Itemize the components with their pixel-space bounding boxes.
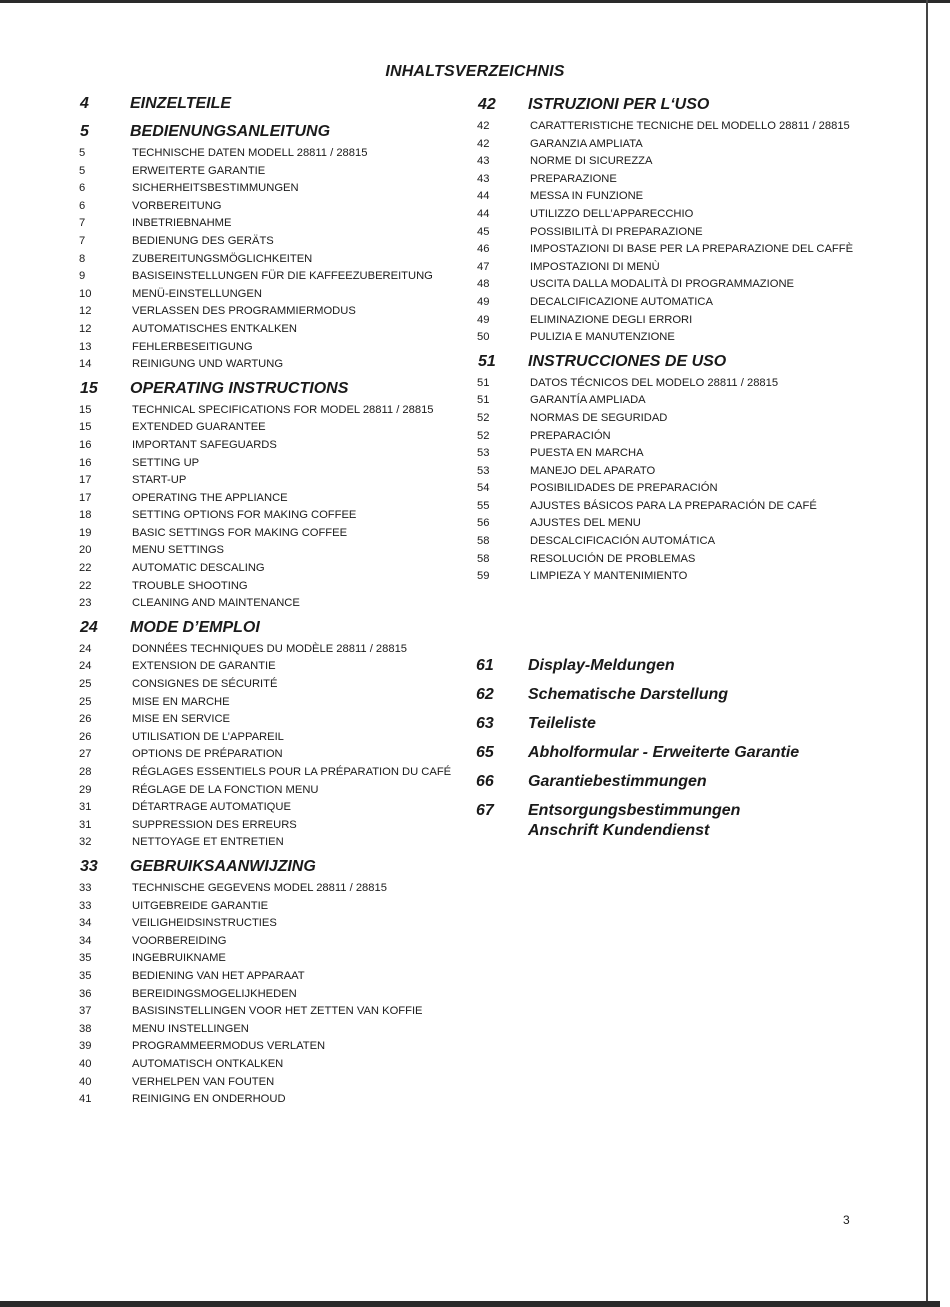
entry-page-number: 45 — [477, 225, 490, 238]
toc-entry — [76, 658, 456, 676]
toc-entry — [474, 515, 864, 533]
toc-right-column — [474, 96, 864, 592]
toc-section — [76, 858, 456, 1109]
entry-label: FEHLERBESEITIGUNG — [132, 340, 253, 353]
toc-entry — [474, 428, 864, 446]
toc-entry — [76, 898, 456, 916]
entry-label: IMPOSTAZIONI DI BASE PER LA PREPARAZIONE DEL CAFFÈ — [530, 243, 854, 256]
toc-entry — [76, 933, 456, 951]
entry-page-number: 33 — [79, 881, 92, 894]
appendix-title: Entsorgungsbestimmungen — [528, 802, 741, 819]
appendix-page-number: 63 — [476, 715, 494, 732]
entry-label: POSSIBILITÀ DI PREPARAZIONE — [530, 225, 703, 238]
toc-entry — [76, 1003, 456, 1021]
entry-label: SETTING UP — [132, 456, 200, 469]
entry-page-number: 7 — [79, 234, 86, 247]
entry-label: BEDIENING VAN HET APPARAAT — [132, 969, 305, 982]
toc-entry — [76, 542, 456, 560]
toc-entry — [76, 198, 456, 216]
toc-entry — [76, 437, 456, 455]
appendix-title-block — [528, 743, 874, 763]
toc-entry — [76, 694, 456, 712]
section-page-number: 51 — [478, 352, 496, 370]
entry-page-number: 17 — [79, 491, 92, 504]
entry-page-number: 52 — [477, 429, 490, 442]
entry-label: VOORBEREIDING — [132, 934, 227, 947]
entry-label: AUTOMATISCH ONTKALKEN — [132, 1057, 284, 1070]
entry-page-number: 26 — [79, 713, 92, 726]
entry-label: UTILISATION DE L’APPAREIL — [132, 730, 284, 743]
entry-page-number: 8 — [79, 252, 86, 265]
entry-label: LIMPIEZA Y MANTENIMIENTO — [530, 570, 688, 583]
entry-page-number: 46 — [477, 243, 490, 256]
section-page-number: 24 — [80, 618, 98, 636]
section-title: GEBRUIKSAANWIJZING — [130, 857, 316, 875]
entry-page-number: 43 — [477, 172, 490, 185]
entry-page-number: 27 — [79, 748, 92, 761]
entry-label: RÉGLAGE DE LA FONCTION MENU — [132, 783, 319, 796]
entry-page-number: 18 — [79, 509, 92, 522]
scan-right-edge — [926, 0, 928, 1307]
entry-label: IMPOSTAZIONI DI MENÙ — [530, 260, 660, 273]
entry-page-number: 34 — [79, 934, 92, 947]
entry-label: INBETRIEBNAHME — [132, 217, 232, 230]
section-heading — [76, 858, 456, 880]
entry-label: REINIGING EN ONDERHOUD — [132, 1093, 286, 1106]
entry-page-number: 29 — [79, 783, 92, 796]
section-page-number: 5 — [80, 123, 89, 140]
entry-page-number: 25 — [79, 678, 92, 691]
entry-page-number: 19 — [79, 526, 92, 539]
entry-page-number: 16 — [79, 438, 92, 451]
entry-page-number: 15 — [79, 403, 92, 416]
toc-entry — [76, 145, 456, 163]
entry-page-number: 35 — [79, 952, 92, 965]
entry-label: ERWEITERTE GARANTIE — [132, 164, 266, 177]
toc-entry — [474, 294, 864, 312]
section-page-number: 42 — [478, 96, 496, 113]
entry-label: TECHNISCHE DATEN MODELL 28811 / 28815 — [132, 147, 368, 159]
toc-entry — [76, 641, 456, 659]
entry-page-number: 12 — [79, 305, 92, 318]
toc-entry — [76, 1021, 456, 1039]
entry-label: VERLASSEN DES PROGRAMMIERMODUS — [132, 305, 356, 318]
entry-page-number: 42 — [477, 137, 490, 150]
toc-entry — [76, 180, 456, 198]
toc-entry — [474, 259, 864, 277]
appendix-entry — [474, 801, 874, 841]
toc-section — [76, 95, 456, 117]
toc-entry — [76, 746, 456, 764]
entry-label: SUPPRESSION DES ERREURS — [132, 818, 297, 831]
toc-entry — [474, 410, 864, 428]
toc-appendix-list — [474, 656, 874, 850]
entry-label: VERHELPEN VAN FOUTEN — [132, 1075, 275, 1088]
entry-page-number: 44 — [477, 190, 490, 203]
entry-page-number: 33 — [79, 899, 92, 912]
entry-label: BEREIDINGSMOGELIJKHEDEN — [132, 987, 297, 1000]
entry-label: GARANZIA AMPLIATA — [530, 137, 643, 150]
entry-page-number: 41 — [79, 1093, 92, 1106]
toc-entry — [474, 480, 864, 498]
toc-entry — [474, 551, 864, 569]
toc-left-column — [76, 95, 456, 1115]
toc-entry — [474, 533, 864, 551]
toc-entry — [474, 153, 864, 171]
section-title: MODE D’EMPLOI — [130, 618, 260, 636]
toc-entry — [76, 419, 456, 437]
toc-entry — [474, 498, 864, 516]
toc-entry — [474, 392, 864, 410]
entry-label: EXTENDED GUARANTEE — [132, 421, 266, 434]
toc-entry — [76, 968, 456, 986]
entry-page-number: 42 — [477, 120, 490, 132]
toc-entry — [76, 986, 456, 1004]
entry-label: VEILIGHEIDSINSTRUCTIES — [132, 917, 277, 930]
entry-label: UTILIZZO DELL’APPARECCHIO — [530, 207, 694, 220]
entry-page-number: 17 — [79, 474, 92, 487]
toc-entry — [76, 782, 456, 800]
section-heading — [76, 619, 456, 641]
entry-page-number: 5 — [79, 164, 86, 177]
entry-page-number: 51 — [477, 376, 490, 389]
page-title: INHALTSVERZEICHNIS — [385, 63, 565, 80]
appendix-entry — [474, 743, 874, 763]
toc-entry — [76, 455, 456, 473]
entry-label: GARANTÍA AMPLIADA — [530, 394, 646, 407]
entry-page-number: 58 — [477, 552, 490, 565]
entry-label: START-UP — [132, 474, 187, 487]
appendix-page-number: 66 — [476, 773, 494, 790]
toc-entry — [76, 950, 456, 968]
toc-entry — [474, 171, 864, 189]
entry-label: REINIGUNG UND WARTUNG — [132, 358, 284, 371]
toc-entry — [76, 321, 456, 339]
appendix-entry — [474, 656, 874, 676]
toc-entry — [474, 375, 864, 393]
entry-page-number: 32 — [79, 836, 92, 849]
toc-entry — [76, 711, 456, 729]
toc-entry — [76, 233, 456, 251]
toc-entry — [76, 578, 456, 596]
entry-label: BASISINSTELLINGEN VOOR HET ZETTEN VAN KOFFIE — [132, 1005, 423, 1018]
appendix-title: Display-Meldungen — [528, 657, 675, 674]
scan-bottom-edge — [0, 1301, 940, 1307]
entry-label: AJUSTES DEL MENU — [530, 517, 641, 530]
entry-page-number: 22 — [79, 562, 92, 575]
section-page-number: 33 — [80, 857, 98, 875]
appendix-title-block — [528, 656, 874, 676]
entry-label: CONSIGNES DE SÉCURITÉ — [132, 678, 278, 691]
entry-label: DECALCIFICAZIONE AUTOMATICA — [530, 295, 713, 308]
entry-page-number: 31 — [79, 801, 92, 814]
toc-entry — [76, 560, 456, 578]
section-page-number: 15 — [80, 379, 98, 397]
entry-label: PUESTA EN MARCHA — [530, 447, 644, 460]
entry-page-number: 49 — [477, 295, 490, 308]
entry-page-number: 56 — [477, 517, 490, 530]
entry-page-number: 28 — [79, 766, 92, 778]
entry-label: OPTIONS DE PRÉPARATION — [132, 748, 283, 761]
toc-entry — [76, 676, 456, 694]
toc-entry — [76, 1038, 456, 1056]
entry-label: SETTING OPTIONS FOR MAKING COFFEE — [132, 509, 357, 522]
entry-page-number: 54 — [477, 482, 490, 495]
toc-entry — [76, 490, 456, 508]
toc-entry — [76, 163, 456, 181]
toc-section — [474, 353, 864, 586]
entry-label: RESOLUCIÓN DE PROBLEMAS — [530, 552, 696, 565]
entry-label: PREPARACIÓN — [530, 429, 611, 442]
entry-page-number: 44 — [477, 207, 490, 220]
toc-entry — [76, 799, 456, 817]
toc-section — [474, 96, 864, 347]
entry-label: INGEBRUIKNAME — [132, 952, 226, 965]
entry-page-number: 55 — [477, 499, 490, 512]
appendix-title: Schematische Darstellung — [528, 686, 729, 703]
entry-label: NORMAS DE SEGURIDAD — [530, 411, 668, 424]
toc-entry — [474, 118, 864, 136]
entry-page-number: 24 — [79, 660, 92, 673]
toc-entry — [474, 329, 864, 347]
entry-page-number: 37 — [79, 1005, 92, 1018]
toc-entry — [474, 445, 864, 463]
entry-page-number: 22 — [79, 579, 92, 592]
toc-entry — [76, 215, 456, 233]
entry-page-number: 16 — [79, 456, 92, 469]
appendix-title: Abholformular - Erweiterte Garantie — [528, 744, 800, 761]
entry-label: NETTOYAGE ET ENTRETIEN — [132, 836, 284, 849]
page-number: 3 — [843, 1213, 850, 1227]
toc-entry — [474, 463, 864, 481]
entry-page-number: 12 — [79, 322, 92, 335]
entry-page-number: 50 — [477, 331, 490, 344]
entry-page-number: 48 — [477, 278, 490, 291]
entry-label: TECHNICAL SPECIFICATIONS FOR MODEL 28811 / 28815 — [132, 403, 434, 416]
entry-label: EXTENSION DE GARANTIE — [132, 660, 276, 673]
entry-page-number: 35 — [79, 969, 92, 982]
entry-page-number: 26 — [79, 730, 92, 743]
entry-label: NORME DI SICUREZZA — [530, 155, 653, 168]
entry-page-number: 53 — [477, 447, 490, 460]
section-heading — [474, 96, 864, 118]
section-title: ISTRUZIONI PER L‘USO — [528, 96, 710, 113]
entry-label: SICHERHEITSBESTIMMUNGEN — [132, 182, 299, 195]
toc-entry — [76, 402, 456, 420]
entry-label: RÉGLAGES ESSENTIELS POUR LA PRÉPARATION DU CAFÉ — [132, 766, 452, 778]
appendix-entry — [474, 685, 874, 705]
entry-label: USCITA DALLA MODALITÀ DI PROGRAMMAZIONE — [530, 278, 794, 291]
appendix-page-number: 65 — [476, 744, 494, 761]
section-title: EINZELTEILE — [130, 95, 232, 112]
toc-entry — [76, 595, 456, 613]
entry-label: UITGEBREIDE GARANTIE — [132, 899, 269, 912]
toc-section — [76, 123, 456, 374]
toc-entry — [76, 880, 456, 898]
entry-label: TECHNISCHE GEGEVENS MODEL 28811 / 28815 — [132, 881, 387, 894]
entry-label: ZUBEREITUNGSMÖGLICHKEITEN — [132, 252, 313, 265]
entry-page-number: 34 — [79, 917, 92, 930]
section-page-number: 4 — [80, 95, 89, 112]
toc-entry — [76, 764, 456, 782]
toc-section — [76, 619, 456, 852]
appendix-page-number: 67 — [476, 802, 494, 819]
toc-entry — [76, 251, 456, 269]
entry-page-number: 59 — [477, 570, 490, 583]
entry-page-number: 36 — [79, 987, 92, 1000]
toc-entry — [76, 817, 456, 835]
entry-label: PROGRAMMEERMODUS VERLATEN — [132, 1040, 326, 1053]
entry-page-number: 7 — [79, 217, 86, 230]
section-title: INSTRUCCIONES DE USO — [528, 352, 727, 370]
entry-label: MISE EN MARCHE — [132, 695, 230, 708]
scan-top-edge — [0, 0, 950, 3]
entry-label: AUTOMATIC DESCALING — [132, 562, 265, 575]
section-heading — [76, 123, 456, 145]
toc-entry — [474, 188, 864, 206]
entry-label: AJUSTES BÁSICOS PARA LA PREPARACIÓN DE CAFÉ — [530, 499, 817, 512]
entry-label: CLEANING AND MAINTENANCE — [132, 597, 300, 610]
entry-label: BASISEINSTELLUNGEN FÜR DIE KAFFEEZUBEREITUNG — [132, 270, 433, 283]
entry-label: DATOS TÉCNICOS DEL MODELO 28811 / 28815 — [530, 376, 779, 389]
toc-entry — [76, 472, 456, 490]
toc-section — [76, 380, 456, 613]
entry-label: ELIMINAZIONE DEGLI ERRORI — [530, 313, 693, 326]
appendix-title: Garantiebestimmungen — [528, 773, 707, 790]
entry-page-number: 58 — [477, 535, 490, 548]
entry-page-number: 39 — [79, 1040, 92, 1053]
toc-entry — [76, 356, 456, 374]
appendix-title-block — [528, 714, 874, 734]
toc-entry — [76, 303, 456, 321]
entry-label: MENU SETTINGS — [132, 544, 224, 557]
toc-entry — [76, 915, 456, 933]
toc-entry — [76, 1056, 456, 1074]
toc-entry — [474, 241, 864, 259]
entry-label: MENÜ-EINSTELLUNGEN — [132, 287, 262, 300]
entry-page-number: 10 — [79, 287, 92, 300]
entry-label: DESCALCIFICACIÓN AUTOMÁTICA — [530, 535, 716, 548]
toc-entry — [474, 206, 864, 224]
section-title: OPERATING INSTRUCTIONS — [130, 379, 349, 397]
entry-page-number: 23 — [79, 597, 92, 610]
appendix-entry — [474, 772, 874, 792]
entry-page-number: 47 — [477, 260, 490, 273]
entry-page-number: 51 — [477, 394, 490, 407]
entry-page-number: 53 — [477, 464, 490, 477]
appendix-title-block — [528, 685, 874, 705]
entry-page-number: 14 — [79, 358, 92, 371]
toc-entry — [474, 568, 864, 586]
entry-label: DÉTARTRAGE AUTOMATIQUE — [132, 801, 291, 814]
toc-entry — [76, 729, 456, 747]
toc-entry — [76, 1091, 456, 1109]
entry-page-number: 5 — [79, 147, 86, 159]
entry-label: POSIBILIDADES DE PREPARACIÓN — [530, 482, 718, 495]
entry-label: TROUBLE SHOOTING — [132, 579, 248, 592]
appendix-title: Teileliste — [528, 715, 596, 732]
toc-entry — [474, 312, 864, 330]
entry-label: PULIZIA E MANUTENZIONE — [530, 331, 675, 344]
entry-page-number: 9 — [79, 270, 86, 283]
section-heading — [76, 380, 456, 402]
toc-entry — [76, 268, 456, 286]
entry-label: AUTOMATISCHES ENTKALKEN — [132, 322, 297, 335]
section-heading — [474, 353, 864, 375]
entry-label: OPERATING THE APPLIANCE — [132, 491, 288, 504]
entry-page-number: 6 — [79, 182, 86, 195]
entry-page-number: 15 — [79, 421, 92, 434]
entry-label: IMPORTANT SAFEGUARDS — [132, 438, 277, 451]
entry-page-number: 13 — [79, 340, 92, 353]
appendix-page-number: 61 — [476, 657, 494, 674]
appendix-title-block — [528, 801, 874, 841]
entry-page-number: 40 — [79, 1057, 92, 1070]
entry-page-number: 38 — [79, 1022, 92, 1035]
toc-entry — [76, 1074, 456, 1092]
toc-entry — [76, 507, 456, 525]
entry-label: MESSA IN FUNZIONE — [530, 190, 644, 203]
entry-page-number: 6 — [79, 199, 86, 212]
entry-page-number: 25 — [79, 695, 92, 708]
entry-label: MENU INSTELLINGEN — [132, 1022, 249, 1035]
entry-label: MISE EN SERVICE — [132, 713, 231, 726]
toc-entry — [76, 525, 456, 543]
entry-page-number: 20 — [79, 544, 92, 557]
entry-label: DONNÉES TECHNIQUES DU MODÈLE 28811 / 28815 — [132, 642, 408, 655]
appendix-title-block — [528, 772, 874, 792]
entry-label: BEDIENUNG DES GERÄTS — [132, 234, 274, 247]
entry-page-number: 24 — [79, 642, 92, 655]
toc-entry — [474, 224, 864, 242]
entry-label: CARATTERISTICHE TECNICHE DEL MODELLO 28811 / 28815 — [530, 120, 850, 132]
toc-entry — [474, 276, 864, 294]
entry-page-number: 52 — [477, 411, 490, 424]
entry-label: MANEJO DEL APARATO — [530, 464, 656, 477]
appendix-page-number: 62 — [476, 686, 494, 703]
appendix-subtitle: Anschrift Kundendienst — [528, 822, 710, 839]
toc-entry — [76, 286, 456, 304]
entry-page-number: 31 — [79, 818, 92, 831]
section-title: BEDIENUNGSANLEITUNG — [130, 123, 331, 140]
entry-page-number: 49 — [477, 313, 490, 326]
appendix-entry — [474, 714, 874, 734]
toc-entry — [76, 339, 456, 357]
toc-entry — [474, 136, 864, 154]
entry-label: BASIC SETTINGS FOR MAKING COFFEE — [132, 526, 348, 539]
entry-label: PREPARAZIONE — [530, 172, 617, 185]
section-heading — [76, 95, 456, 117]
entry-page-number: 40 — [79, 1075, 92, 1088]
entry-page-number: 43 — [477, 155, 490, 168]
entry-label: VORBEREITUNG — [132, 199, 222, 212]
toc-entry — [76, 834, 456, 852]
